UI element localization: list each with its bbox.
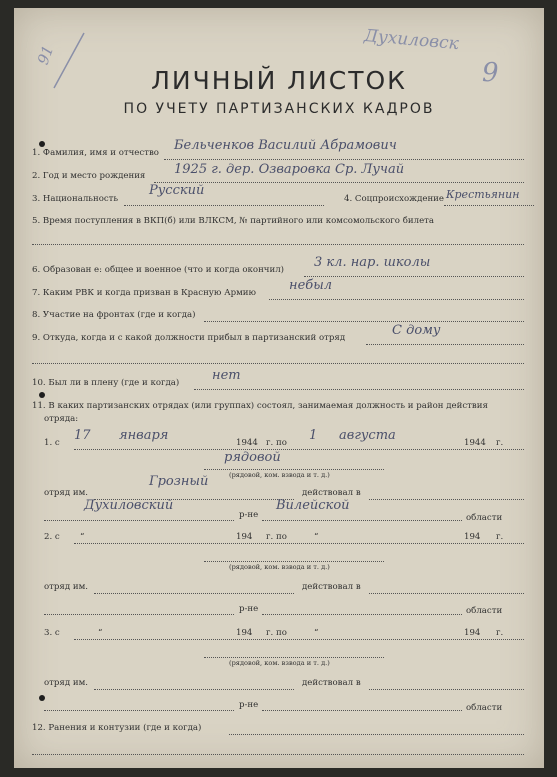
field-10-label: 10. Был ли в плену (где и когда) <box>32 378 180 388</box>
field-12-line <box>229 734 524 735</box>
detachment-2-position-hint: (рядовой, ком. взвода и т. д.) <box>229 563 330 571</box>
detachment-1-day: 17 <box>74 428 91 443</box>
field-10-line <box>194 389 524 390</box>
detachment-1-year-g: г. <box>496 438 504 448</box>
detachment-3-quote-from: “ <box>98 628 103 638</box>
field-6-value: 3 кл. нар. школы <box>314 255 431 270</box>
field-9-label: 9. Откуда, когда и с какой должности прибыл в партизанский отряд <box>32 333 346 343</box>
detachment-1-otryad: отряд им. <box>44 488 89 498</box>
detachment-1-oblasti: области <box>466 513 503 523</box>
field-4-line <box>444 205 534 206</box>
detachment-2-name-line <box>94 593 294 594</box>
field-8-line <box>204 321 524 322</box>
detachment-3-position-line <box>204 657 384 658</box>
detachment-2-year-to: 194 <box>464 532 481 542</box>
punch-hole <box>39 695 45 701</box>
detachment-3-num: 3. с <box>44 628 60 638</box>
detachment-3-quote-to: “ <box>314 628 319 638</box>
detachment-2-otryad: отряд им. <box>44 582 89 592</box>
detachment-2-deistvoval: действовал в <box>302 582 361 592</box>
detachment-1-month-to: августа <box>339 428 396 443</box>
field-6-label: 6. Образован е: общее и военное (что и когда окончил) <box>32 265 285 275</box>
detachment-2-oblast-line <box>262 614 462 615</box>
field-10-value: нет <box>212 368 241 383</box>
field-9-line-2 <box>32 363 524 364</box>
field-1-line <box>164 159 524 160</box>
field-11-label: 11. В каких партизанских отрядах (или группах) состоял, занимаемая должность и район действия <box>32 401 488 411</box>
detachment-3-oblast-line <box>262 710 462 711</box>
detachment-2-district-line <box>44 614 234 615</box>
field-3-label: 3. Национальность <box>32 194 119 204</box>
detachment-3-year-from: 194 <box>236 628 253 638</box>
detachment-3-dates-line <box>74 639 524 640</box>
corner-handwriting: Духиловск <box>363 25 460 55</box>
detachment-2-g-po: г. по <box>266 532 287 542</box>
detachment-1-district-line <box>44 520 234 521</box>
detachment-2-year-from: 194 <box>236 532 253 542</box>
document-page <box>14 8 544 768</box>
detachment-1-year-to: 1944 <box>464 438 486 448</box>
detachment-2-oblasti: области <box>466 606 503 616</box>
detachment-3-deistvoval: действовал в <box>302 678 361 688</box>
detachment-1-district: Духиловский <box>84 498 174 513</box>
detachment-1-oblast-line <box>262 520 462 521</box>
detachment-2-rne: р-не <box>239 604 259 614</box>
detachment-2-quote-to: “ <box>314 532 319 542</box>
field-4-value: Крестьянин <box>446 188 520 201</box>
detachment-3-rne: р-не <box>239 700 259 710</box>
field-2-line <box>154 182 524 183</box>
field-7-line <box>269 299 524 300</box>
corner-number-left: 91 <box>33 42 58 68</box>
field-5-line <box>32 244 524 245</box>
field-3-line <box>124 205 324 206</box>
detachment-1-month: января <box>119 428 169 443</box>
detachment-1-region-line <box>369 499 524 500</box>
field-1-value: Бельченков Василий Абрамович <box>174 138 397 153</box>
detachment-2-position-line <box>204 561 384 562</box>
detachment-1-rne: р-не <box>239 510 259 520</box>
detachment-3-g-po: г. по <box>266 628 287 638</box>
field-3-value: Русский <box>149 183 205 198</box>
field-6-line <box>304 276 524 277</box>
detachment-1-region: Вилейской <box>276 498 350 513</box>
detachment-1-g-po: г. по <box>266 438 287 448</box>
detachment-2-dates-line <box>74 543 524 544</box>
detachment-1-day-to: 1 <box>309 428 318 443</box>
detachment-3-region-line <box>369 689 524 690</box>
detachment-1-year-from: 1944 <box>236 438 258 448</box>
field-8-label: 8. Участие на фронтах (где и когда) <box>32 310 196 320</box>
detachment-2-num: 2. с <box>44 532 60 542</box>
field-1-label: 1. Фамилия, имя и отчество <box>32 148 159 158</box>
detachment-3-year-g: г. <box>496 628 504 638</box>
field-5-label: 5. Время поступления в ВКП(б) или ВЛКСМ, № партийного или комсомольского билета <box>32 216 435 226</box>
field-12-line-2 <box>32 754 524 755</box>
field-7-label: 7. Каким РВК и когда призван в Красную Армию <box>32 288 256 298</box>
detachment-1-position-line <box>204 469 384 470</box>
document-title: ЛИЧНЫЙ ЛИСТОК <box>151 66 407 95</box>
field-7-value: небыл <box>289 278 333 293</box>
field-11-label-cont: отряда: <box>44 414 79 424</box>
field-2-value: 1925 г. дер. Озваровка Ср. Лучай <box>174 162 405 177</box>
detachment-3-otryad: отряд им. <box>44 678 89 688</box>
detachment-3-oblasti: области <box>466 703 503 713</box>
detachment-2-region-line <box>369 593 524 594</box>
fold-marks <box>14 8 544 768</box>
detachment-1-position-hint: (рядовой, ком. взвода и т. д.) <box>229 471 330 479</box>
detachment-1-dates-line <box>74 449 524 450</box>
detachment-3-position-hint: (рядовой, ком. взвода и т. д.) <box>229 659 330 667</box>
field-12-label: 12. Ранения и контузии (где и когда) <box>32 723 202 733</box>
field-4-label: 4. Соцпроисхождение <box>344 194 444 204</box>
detachment-2-quote-from: “ <box>80 532 85 542</box>
detachment-1-position: рядовой <box>224 450 281 465</box>
corner-number: 9 <box>482 58 499 88</box>
detachment-1-name: Грозный <box>149 474 209 489</box>
detachment-1-deistvoval: действовал в <box>302 488 361 498</box>
punch-hole <box>39 392 45 398</box>
detachment-1-num: 1. с <box>44 438 60 448</box>
detachment-2-year-g: г. <box>496 532 504 542</box>
field-9-value: С дому <box>392 323 441 338</box>
punch-hole <box>39 141 45 147</box>
detachment-3-name-line <box>94 689 294 690</box>
document-subtitle: ПО УЧЕТУ ПАРТИЗАНСКИХ КАДРОВ <box>123 101 435 117</box>
field-2-label: 2. Год и место рождения <box>32 171 146 181</box>
detachment-3-district-line <box>44 710 234 711</box>
field-9-line <box>366 344 524 345</box>
detachment-3-year-to: 194 <box>464 628 481 638</box>
